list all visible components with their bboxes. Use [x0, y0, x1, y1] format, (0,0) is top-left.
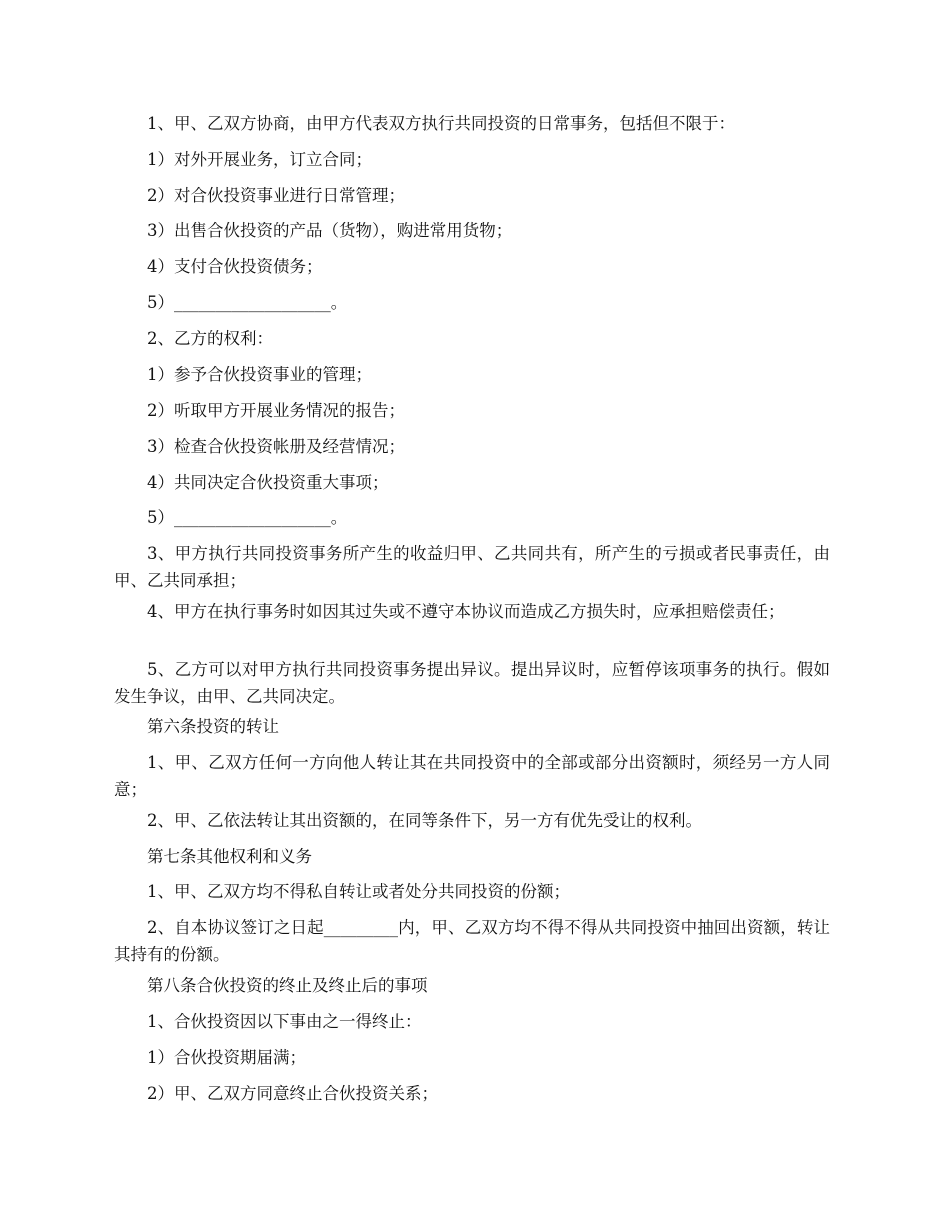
list-item: 2）甲、乙双方同意终止合伙投资关系； [147, 1084, 438, 1103]
list-item: 1）参予合伙投资事业的管理； [147, 365, 372, 384]
section-heading: 第六条投资的转让 [147, 717, 279, 736]
paragraph: 2、甲、乙依法转让其出资额的，在同等条件下，另一方有优先受让的权利。 [147, 811, 702, 830]
list-item: 3）检查合伙投资帐册及经营情况； [147, 437, 405, 456]
paragraph: 1、合伙投资因以下事由之一得终止： [147, 1012, 422, 1031]
list-item: 3）出售合伙投资的产品（货物），购进常用货物； [147, 221, 513, 240]
paragraph: 2、乙方的权利： [147, 329, 273, 348]
paragraph: 1、甲、乙双方协商，由甲方代表双方执行共同投资的日常事务，包括但不限于： [147, 114, 735, 133]
section-heading: 第八条合伙投资的终止及终止后的事项 [147, 976, 428, 995]
paragraph: 1、甲、乙双方均不得私自转让或者处分共同投资的份额； [147, 882, 570, 901]
list-item-blank: 5）___________________。 [147, 293, 348, 312]
list-item: 2）对合伙投资事业进行日常管理； [147, 186, 405, 205]
paragraph: 4、甲方在执行事务时如因其过失或不遵守本协议而造成乙方损失时，应承担赔偿责任； [147, 602, 785, 621]
list-item: 4）支付合伙投资债务； [147, 257, 323, 276]
section-heading: 第七条其他权利和义务 [147, 847, 312, 866]
list-item: 1）合伙投资期届满； [147, 1048, 306, 1067]
paragraph: 3、甲方执行共同投资事务所产生的收益归甲、乙共同共有，所产生的亏损或者民事责任，由甲、乙共同承担； [114, 544, 830, 590]
list-item: 2）听取甲方开展业务情况的报告； [147, 401, 405, 420]
list-item: 1）对外开展业务，订立合同； [147, 150, 372, 169]
paragraph: 1、甲、乙双方任何一方向他人转让其在共同投资中的全部或部分出资额时，须经另一方人同意； [114, 753, 830, 799]
paragraph: 5、乙方可以对甲方执行共同投资事务提出异议。提出异议时，应暂停该项事务的执行。假如发生争议，由甲、乙共同决定。 [114, 660, 830, 706]
paragraph: 2、自本协议签订之日起_________内，甲、乙双方均不得不得从共同投资中抽回出资额，转让其持有的份额。 [114, 918, 830, 964]
list-item: 4）共同决定合伙投资重大事项； [147, 473, 389, 492]
list-item-blank: 5）___________________。 [147, 508, 348, 527]
